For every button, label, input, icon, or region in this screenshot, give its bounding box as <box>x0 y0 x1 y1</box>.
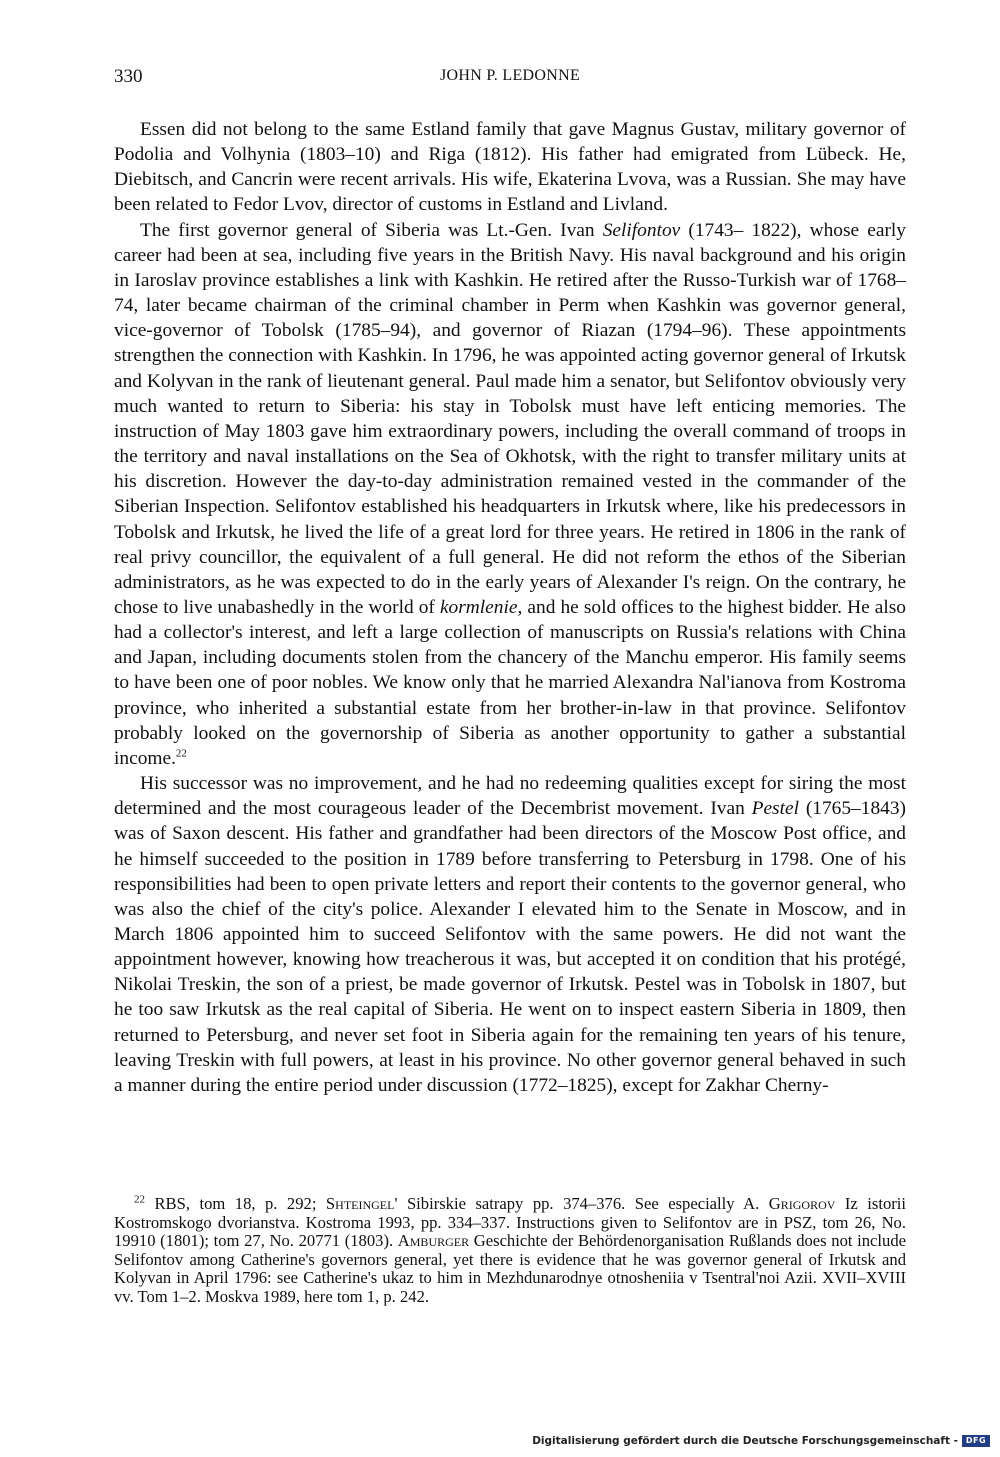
italic-name-selifontov: Selifontov <box>602 219 681 241</box>
running-head: JOHN P. LEDONNE <box>439 67 581 84</box>
italic-name-pestel: Pestel <box>751 798 799 820</box>
italic-term-kormlenie: kormlenie <box>439 596 518 618</box>
main-text <box>114 117 906 1098</box>
page-header <box>114 66 906 92</box>
footnote-reference[interactable]: 22 <box>175 747 187 760</box>
author-name: Amburger <box>397 1231 470 1251</box>
footnote-number: 22 <box>134 1193 145 1206</box>
footnote-22: $^{22}$ RBS, tom 18, p. 292; Shteingel' Sibirskie satrapy pp. 374–376. See especially A. Grigorov Iz istorii Kostromskogo dvorianstva. Kostroma 1993, pp. 334–337. Instructions given to Selifontov are in PSZ, tom 26, No. 19910 (1801); tom 27, No. 20771 (1803). Amburger Geschichte der Behördenorganisation Rußlands does not include Selifontov among Catherine's governors general, yet there is evidence that he was governor general of Irkutsk and Kolyvan in April 1796: see Catherine's ukaz to him in Mezhdunarodnye otnosheniia v Tsentral'noi Azii. XVII–XVIII vv. Tom 1–2. Moskva 1989, here tom 1, p. 242. <box>114 1193 906 1306</box>
author-name: Shteingel' <box>325 1194 398 1213</box>
page-number: 330 <box>114 66 143 87</box>
paragraph-1: Essen did not belong to the same Estland family that gave Magnus Gustav, military governor of Podolia and Volhynia (1803–10) and Riga (1812). His father had emigrated from Lübeck. He, Diebitsch, and Cancrin were recent arrivals. His wife, Ekaterina Lvova, was a Russian. She may have been related to Fedor Lvov, director of customs in Estland and Livland. <box>114 119 906 216</box>
footnotes <box>114 1195 906 1307</box>
paragraph-3: His successor was no improvement, and he had no redeeming qualities except for siring the most determined and the most courageous leader of the Decembrist movement. Ivan Pestel (1765–1843) was of Saxon descent. His father and grandfather had been directors of the Moscow Post office, and he himself succeeded to the position in 1789 before transferring to Petersburg in 1798. One of his responsibilities had been to open private letters and report their contents to the governor general, who was also the chief of the city's police. Alexander I elevated him to the Senate in Moscow, and in March 1806 appointed him to succeed Selifontov with the same powers. He did not want the appointment however, knowing how treacherous it was, but accepted it on condition that his protégé, Nikolai Treskin, the son of a priest, be made governor of Irkutsk. Pestel was in Tobolsk in 1807, but he too saw Irkutsk as the real capital of Siberia. He went on to inspect eastern Siberia in 1809, then returned to Petersburg, and never set foot in Siberia again for the remaining ten years of his tenure, leaving Treskin with full powers, at least in his province. No other governor general behaved in such a manner during the entire period under discussion (1772–1825), except for Zakhar Cherny- <box>114 773 906 1096</box>
paragraph-2: The first governor general of Siberia was Lt.-Gen. Ivan Selifontov (1743– 1822), whose early career had been at sea, including five years in the British Navy. His naval background and his origin in Iaroslav province establishes a link with Kashkin. He retired after the Russo-Turkish war of 1768–74, later became chairman of the criminal chamber in Perm when Kashkin was governor general, vice-governor of Tobolsk (1785–94), and governor of Riazan (1794–96). These appointments strengthen the connection with Kashkin. In 1796, he was appointed acting governor general of Irkutsk and Kolyvan in the rank of lieutenant general. Paul made him a senator, but Selifontov obviously very much wanted to return to Siberia: his stay in Tobolsk must have left enticing memories. The instruction of May 1803 gave him extraordinary powers, including the overall command of troops in the territory and naval installations on the Sea of Okhotsk, with the right to transfer military units at his discretion. However the day-to-day administration remained vested in the commander of the Siberian Inspection. Selifontov established his headquarters in Irkutsk where, like his predecessors in Tobolsk and Irkutsk, he lived the life of a great lord for three years. He retired in 1806 in the rank of real privy councillor, the equivalent of a full general. He did not reform the ethos of the Siberian administrators, as he was expected to do in the early years of Alexander I's reign. On the contrary, he chose to live unabashedly in the world of kormlenie, and he sold offices to the highest bidder. He also had a collector's interest, and left a large collection of manuscripts on Russia's relations with China and Japan, including documents stolen from the chancery of the Manchu emperor. His family seems to have been one of poor nobles. We know only that he married Alexandra Nal'ianova from Kostroma province, who inherited a substantial estate from her brother-in-law in that province. Selifontov probably looked on the governorship of Siberia as another opportunity to gather a substantial income.$^{22}$ <box>114 219 906 769</box>
digitization-credit <box>532 1433 990 1449</box>
credit-text: Digitalisierung gefördert durch die Deutsche Forschungsgemeinschaft - <box>532 1435 958 1447</box>
author-name: Grigorov <box>768 1194 836 1213</box>
dfg-logo-icon: DFG <box>962 1435 990 1447</box>
